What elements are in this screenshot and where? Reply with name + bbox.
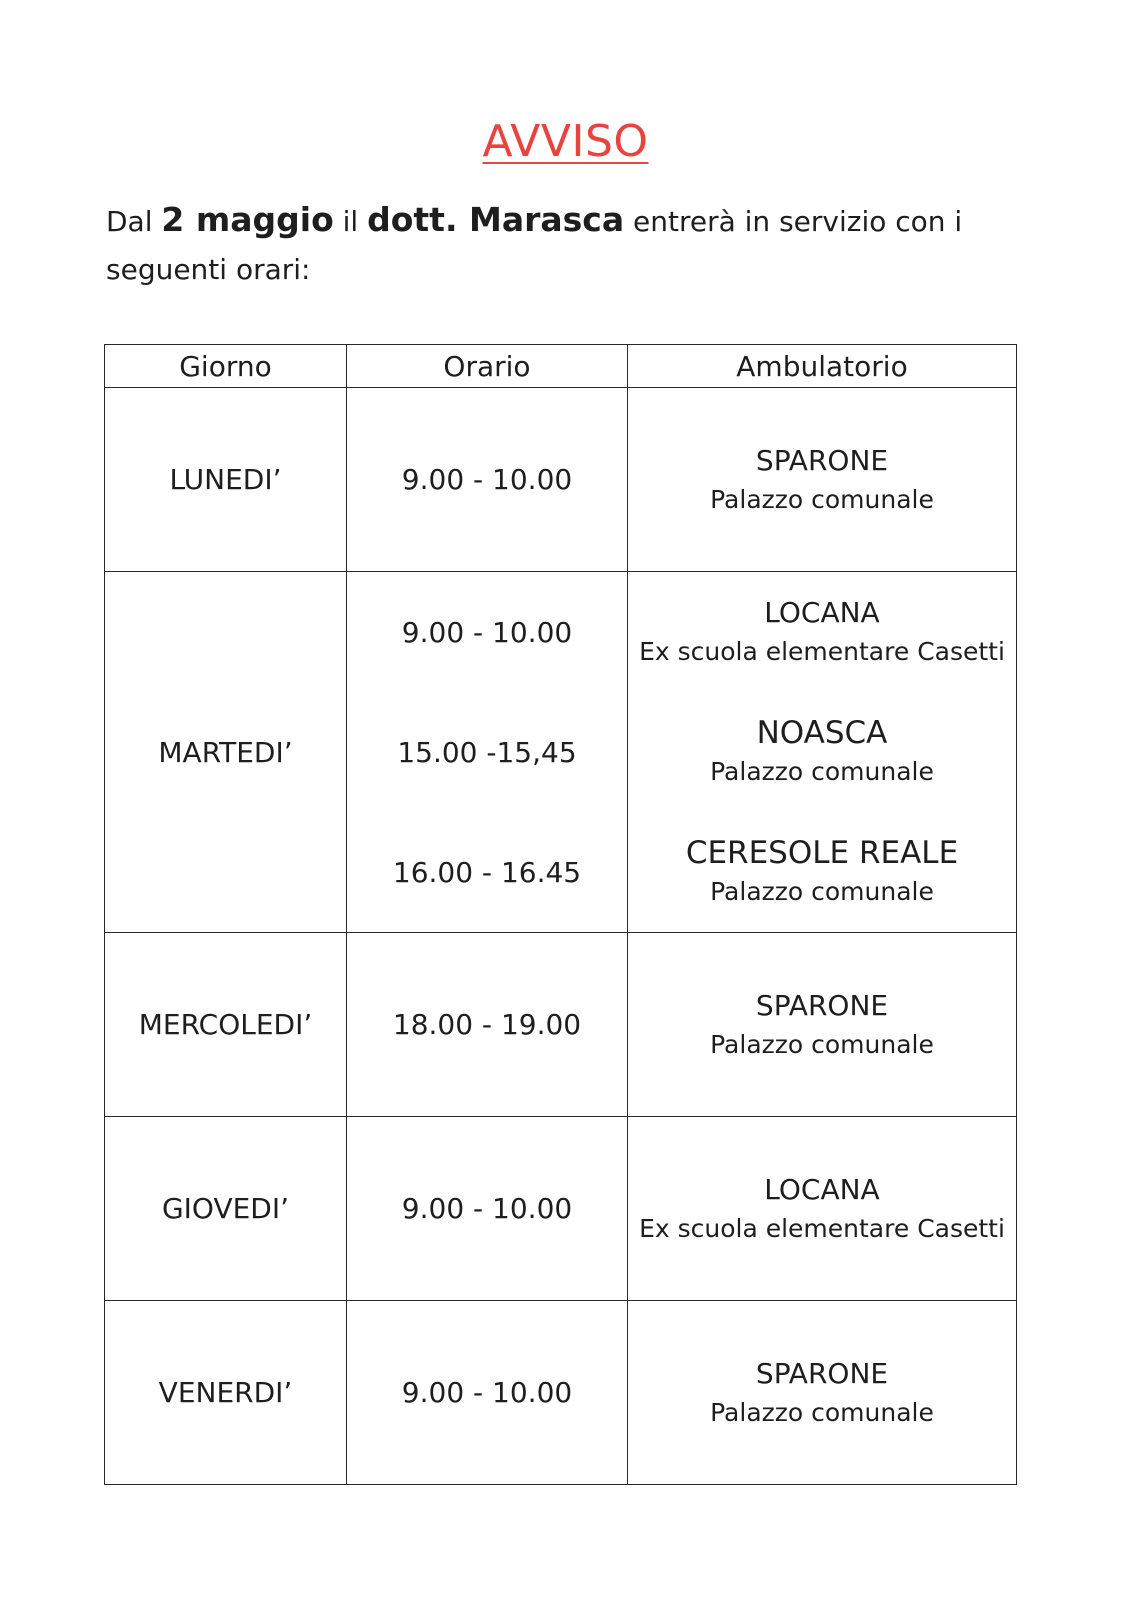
time-cell: 9.00 - 10.00	[347, 1117, 628, 1301]
clinic-cell	[628, 1117, 1017, 1301]
day-cell: LUNEDI’	[105, 388, 347, 572]
clinic-cell	[628, 388, 1017, 572]
header-clinic: Ambulatorio	[628, 345, 1017, 388]
clinic-town: SPARONE	[755, 1356, 889, 1390]
start-date: 2 maggio	[161, 200, 334, 239]
clinic-location: Palazzo comunale	[710, 877, 934, 906]
schedule-table	[104, 344, 1017, 1485]
clinic-town: LOCANA	[764, 596, 880, 629]
clinic-location: Ex scuola elementare Casetti	[639, 637, 1005, 666]
clinic-town: SPARONE	[755, 443, 889, 477]
table-row	[105, 388, 1017, 572]
time-slot: 16.00 - 16.45	[392, 855, 582, 889]
time-cell	[347, 572, 628, 933]
doctor-name: dott. Marasca	[367, 200, 625, 239]
time-slot: 9.00 - 10.00	[401, 615, 573, 649]
clinic-cell	[628, 572, 1017, 933]
day-cell: MERCOLEDI’	[105, 933, 347, 1117]
clinic-location: Palazzo comunale	[710, 757, 934, 786]
clinic-slot	[628, 572, 1016, 692]
table-header-row	[105, 345, 1017, 388]
time-cell: 9.00 - 10.00	[347, 388, 628, 572]
table-row	[105, 933, 1017, 1117]
intro-text-2: il	[333, 205, 368, 238]
clinic-cell	[628, 1301, 1017, 1485]
clinic-cell	[628, 933, 1017, 1117]
time-cell: 18.00 - 19.00	[347, 933, 628, 1117]
day-cell: MARTEDI’	[105, 572, 347, 933]
notice-title: AVVISO	[482, 116, 649, 167]
clinic-slot	[628, 812, 1016, 932]
intro-text-3: entrerà in servizio con i seguenti orari:	[106, 205, 963, 286]
day-cell: VENERDI’	[105, 1301, 347, 1485]
clinic-location: Palazzo comunale	[710, 1029, 934, 1059]
clinic-slot	[628, 692, 1016, 812]
time-cell: 9.00 - 10.00	[347, 1301, 628, 1485]
header-day: Giorno	[105, 345, 347, 388]
intro-paragraph	[106, 196, 986, 294]
table-row	[105, 1301, 1017, 1485]
clinic-town: LOCANA	[764, 1172, 880, 1206]
clinic-town: NOASCA	[756, 715, 888, 751]
clinic-location: Ex scuola elementare Casetti	[639, 1213, 1005, 1243]
clinic-town: CERESOLE REALE	[685, 835, 959, 871]
time-slot: 15.00 -15,45	[397, 735, 577, 769]
table-row	[105, 572, 1017, 933]
clinic-town: SPARONE	[755, 988, 889, 1022]
intro-text-1: Dal	[106, 205, 162, 238]
table-row	[105, 1117, 1017, 1301]
day-cell: GIOVEDI’	[105, 1117, 347, 1301]
clinic-location: Palazzo comunale	[710, 1397, 934, 1427]
clinic-location: Palazzo comunale	[710, 484, 934, 514]
header-time: Orario	[347, 345, 628, 388]
